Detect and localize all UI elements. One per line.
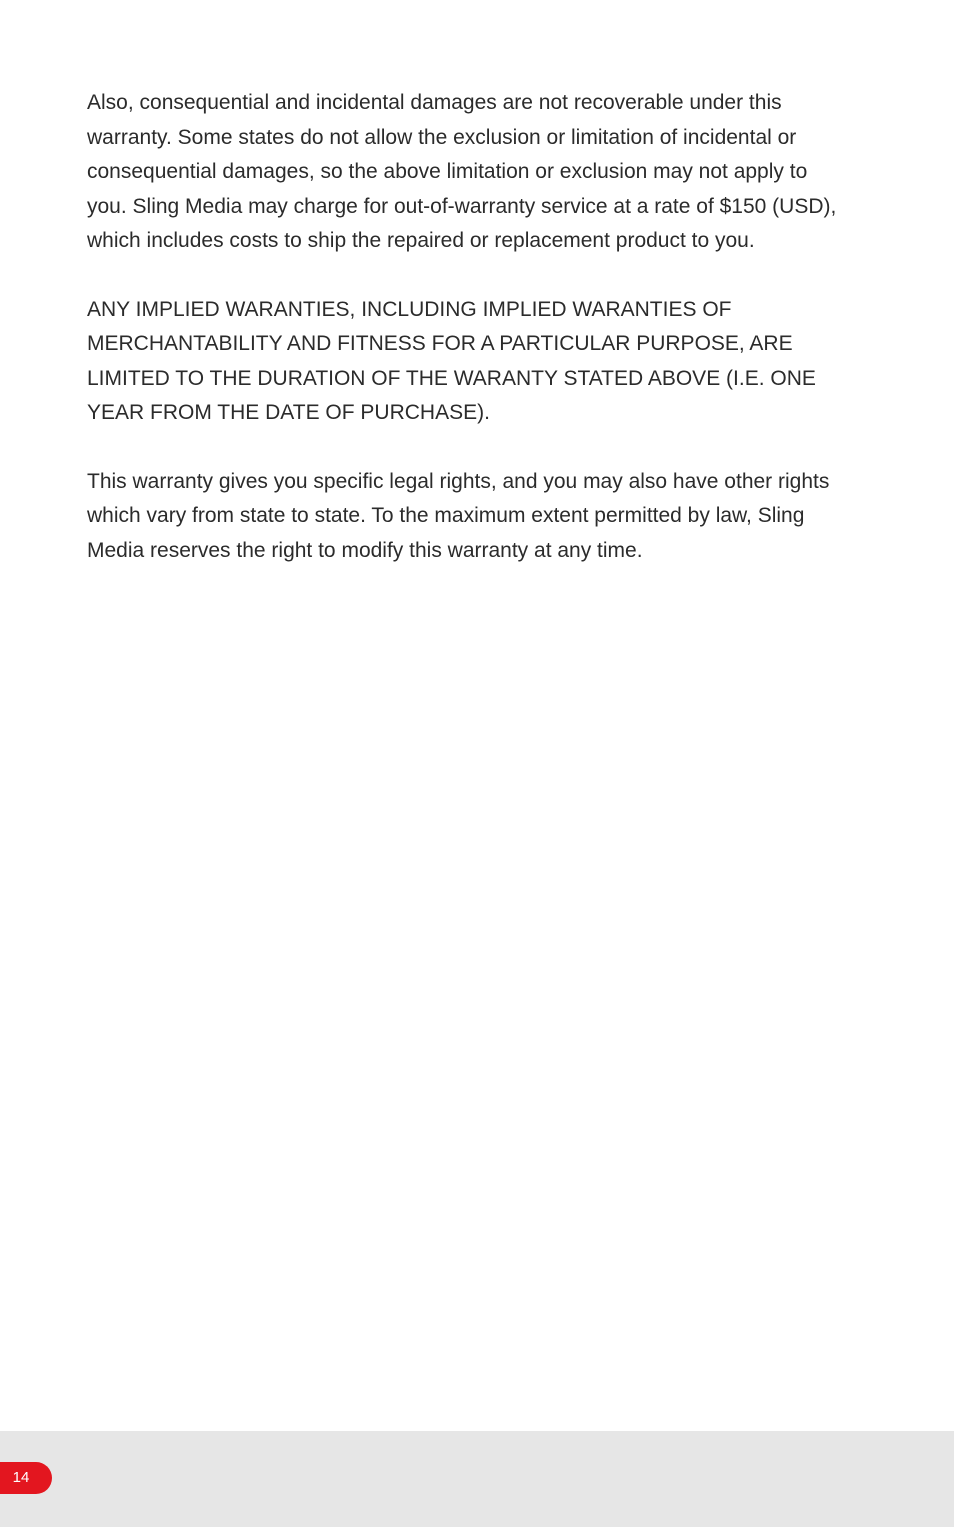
document-body	[87, 86, 847, 602]
page-number-badge: 14	[0, 1462, 52, 1494]
paragraph-legal-rights: This warranty gives you specific legal rights, and you may also have other rights which vary from state to state. To the maximum extent permitted by law, Sling Media reserves the right to modify this warranty at any time.	[87, 469, 830, 562]
paragraph-implied-warranties: ANY IMPLIED WARANTIES, INCLUDING IMPLIED WARANTIES OF MERCHANTABILITY AND FITNESS FOR A PARTICULAR PURPOSE, ARE LIMITED TO THE DURATION OF THE WARANTY STATED ABOVE (I.E. ONE YEAR FROM THE DATE OF PURCHASE).	[87, 297, 816, 424]
page-footer	[0, 1431, 954, 1527]
paragraph-damages: Also, consequential and incidental damages are not recoverable under this warranty. Some states do not allow the exclusion or limitation of incidental or consequential damages, so the above limitation or exclusion may not apply to you. Sling Media may charge for out-of-warranty service at a rate of $150 (USD), which includes costs to ship the repaired or replacement product to you.	[87, 91, 837, 252]
